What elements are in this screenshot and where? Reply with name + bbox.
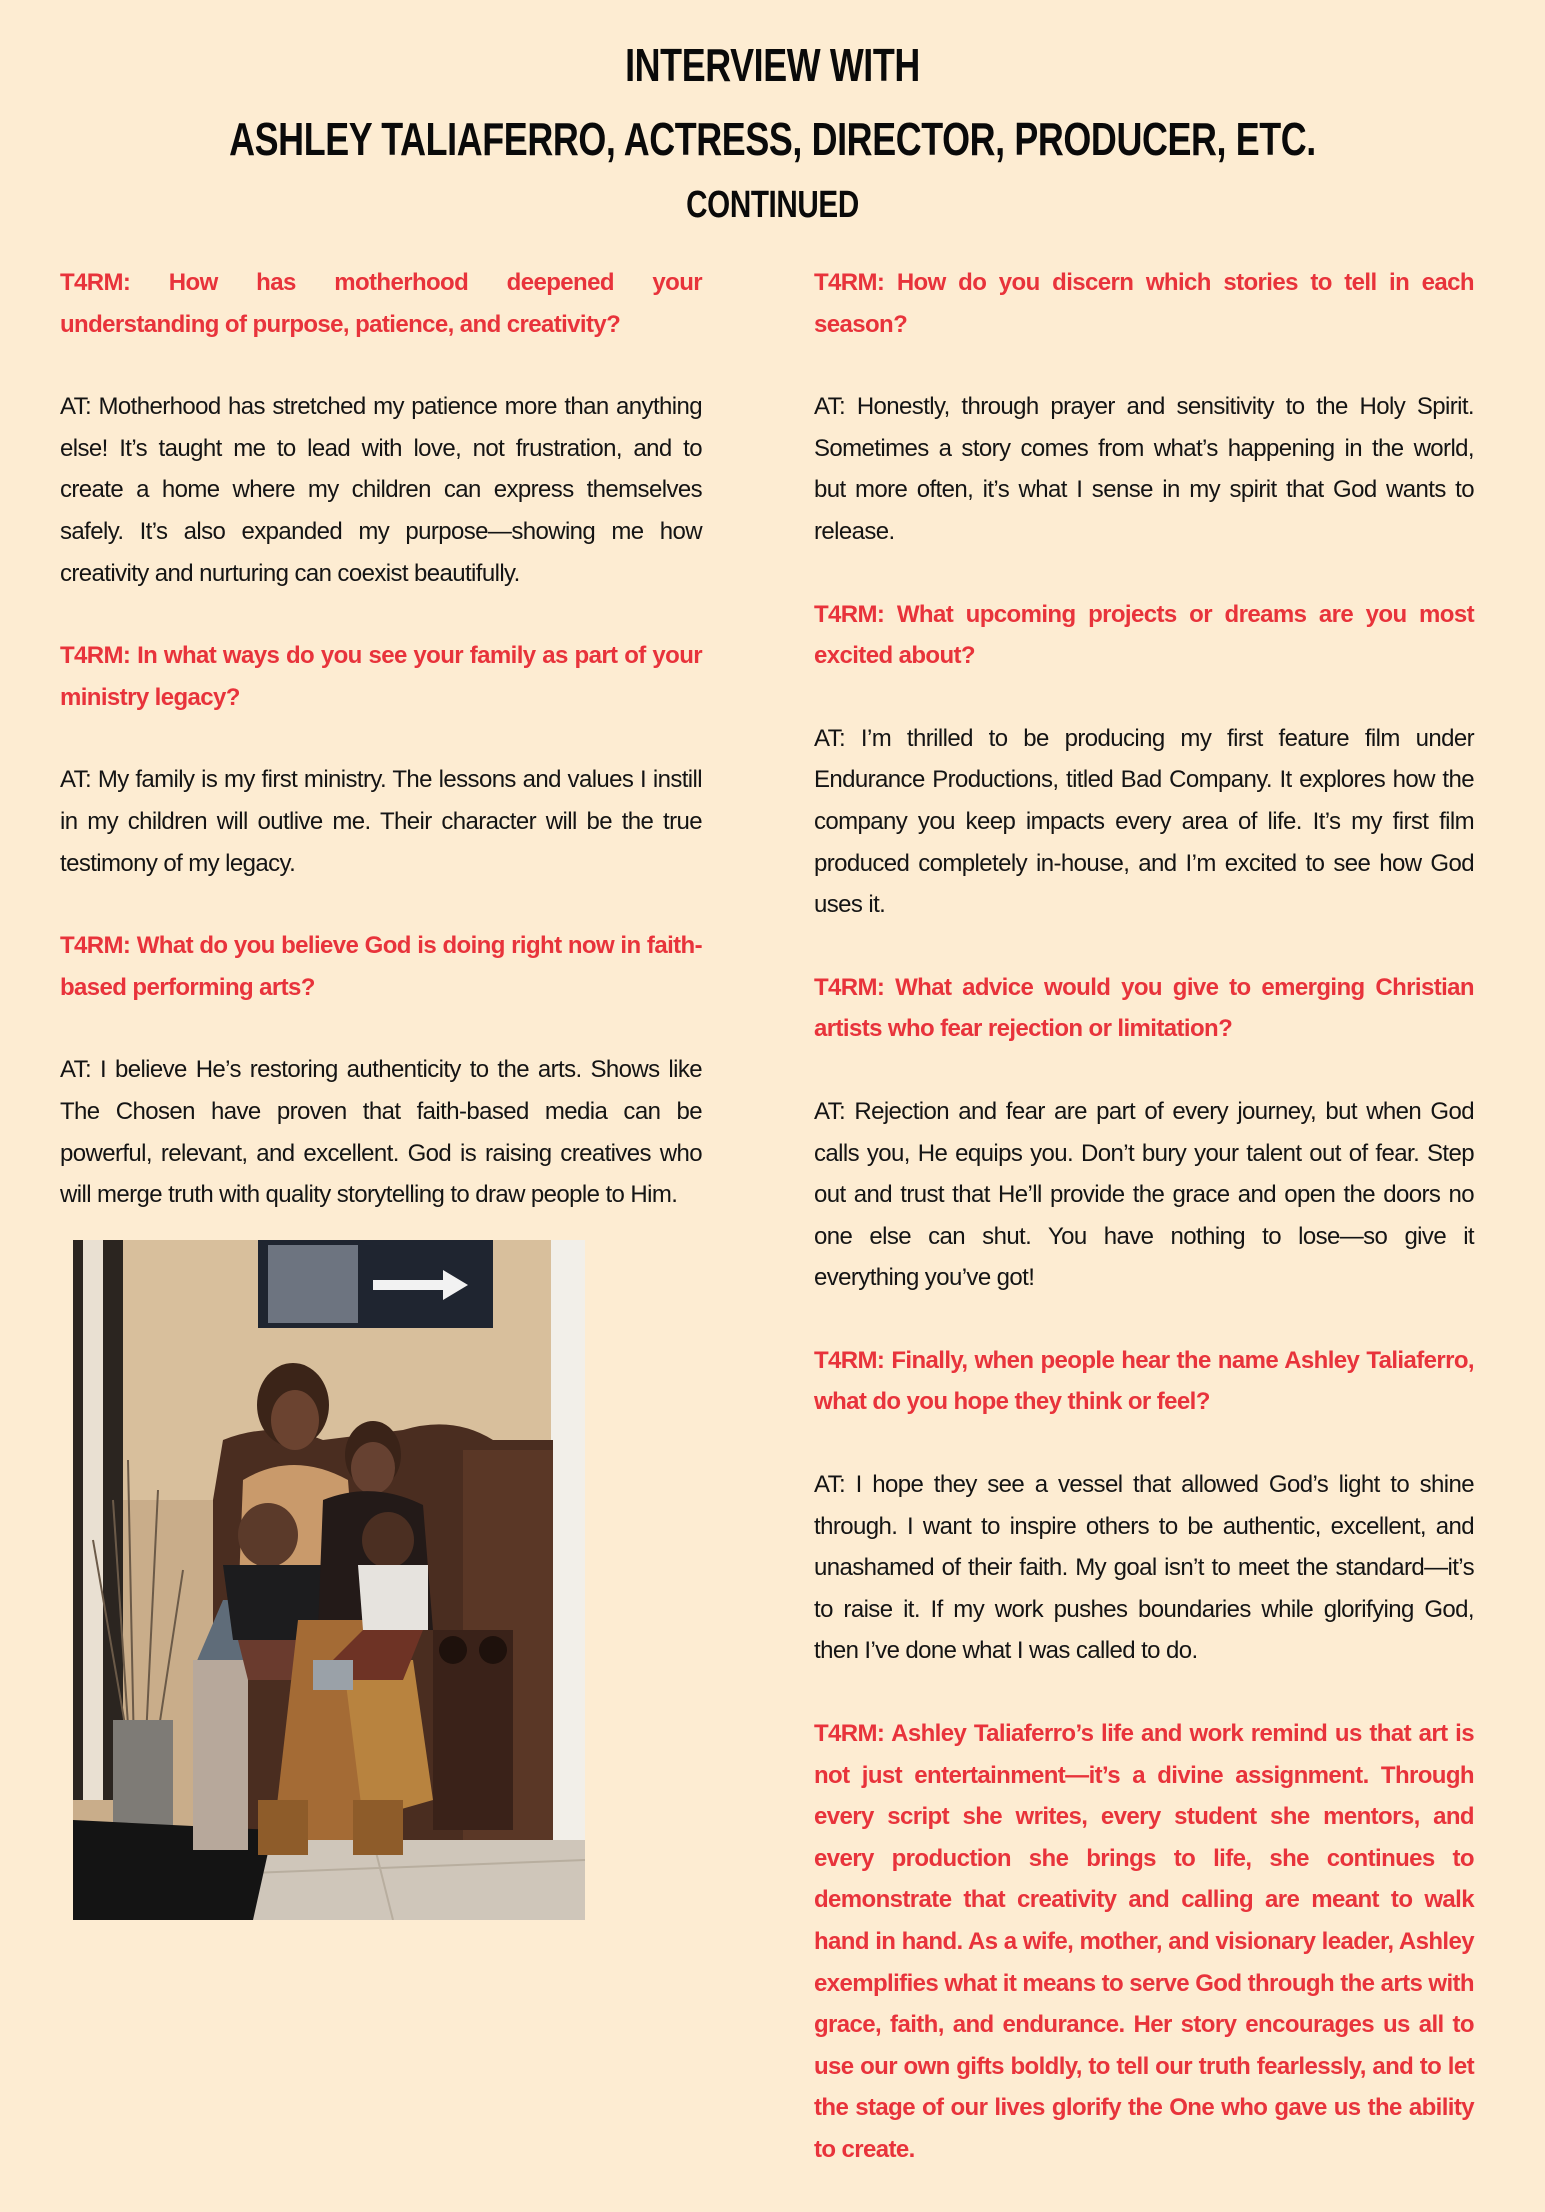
question-paragraph: T4RM: Finally, when people hear the name Ashley Taliaferro, what do you hope they think or feel? <box>814 1346 1474 1416</box>
header-title-line-1: INTERVIEW WITH <box>625 39 920 91</box>
question-paragraph: T4RM: What upcoming projects or dreams are you most excited about? <box>814 600 1474 670</box>
closing-paragraph: T4RM: Ashley Taliaferro’s life and work remind us that art is not just entertainment—it’s a divine assignment. Through every script she writes, every student she mentors, and every production she brings to life, she continues to demonstrate that creativity and calling are meant to walk hand in hand. As a wife, mother, and visionary leader, Ashley exemplifies what it means to serve God through the arts with grace, faith, and endurance. Her story encourages us all to use our own gifts boldly, to tell our truth fearlessly, and to let the stage of our lives glorify the One who gave us the ability to create. <box>814 1720 1474 2163</box>
question-paragraph: T4RM: What advice would you give to emerging Christian artists who fear rejection or limitation? <box>814 973 1474 1043</box>
answer-paragraph: AT: I’m thrilled to be producing my first feature film under Endurance Productions, titled Bad Company. It explores how the company you keep impacts every area of life. It’s my first film produced completely in-house, and I’m excited to see how God uses it. <box>814 724 1474 919</box>
answer-paragraph: AT: I believe He’s restoring authenticity to the arts. Shows like The Chosen have proven that faith-based media can be powerful, relevant, and excellent. God is raising creatives who will merge truth with quality storytelling to draw people to Him. <box>60 1056 702 1209</box>
question-paragraph: T4RM: In what ways do you see your family as part of your ministry legacy? <box>60 642 702 711</box>
answer-paragraph: AT: I hope they see a vessel that allowed God’s light to shine through. I want to inspire others to be authentic, excellent, and unashamed of their faith. My goal isn’t to meet the standard—it’s to raise it. If my work pushes boundaries while glorifying God, then I’ve done what I was called to do. <box>814 1471 1474 1665</box>
answer-paragraph: AT: Motherhood has stretched my patience more than anything else! It’s taught me to lead with love, not frustration, and to create a home where my children can express themselves safely. It’s also expanded my purpose—showing me how creativity and nurturing can coexist beautifully. <box>60 393 702 587</box>
header-title-line-3: CONTINUED <box>686 184 859 226</box>
answer-paragraph: AT: Rejection and fear are part of every journey, but when God calls you, He equips you. Don’t bury your talent out of fear. Step out and trust that He’ll provide the grace and open the doors no one else can shut. You have nothing to lose—so give it everything you’ve got! <box>814 1097 1474 1292</box>
left-column <box>60 262 702 1257</box>
answer-paragraph: AT: Honestly, through prayer and sensitivity to the Holy Spirit. Sometimes a story comes from what’s happening in the world, but more often, it’s what I sense in my spirit that God wants to release. <box>814 393 1474 545</box>
question-paragraph: T4RM: How has motherhood deepened your understanding of purpose, patience, and creativity? <box>60 269 702 338</box>
family-photo <box>73 1240 585 1920</box>
answer-paragraph: AT: My family is my first ministry. The lessons and values I instill in my children will outlive me. Their character will be the true testimony of my legacy. <box>60 766 702 877</box>
question-paragraph: T4RM: What do you believe God is doing right now in faith-based performing arts? <box>60 932 702 1001</box>
question-paragraph: T4RM: How do you discern which stories to tell in each season? <box>814 269 1474 338</box>
right-column <box>814 262 1474 2212</box>
header-title-line-2: ASHLEY TALIAFERRO, ACTRESS, DIRECTOR, PRODUCER, ETC. <box>229 113 1316 165</box>
